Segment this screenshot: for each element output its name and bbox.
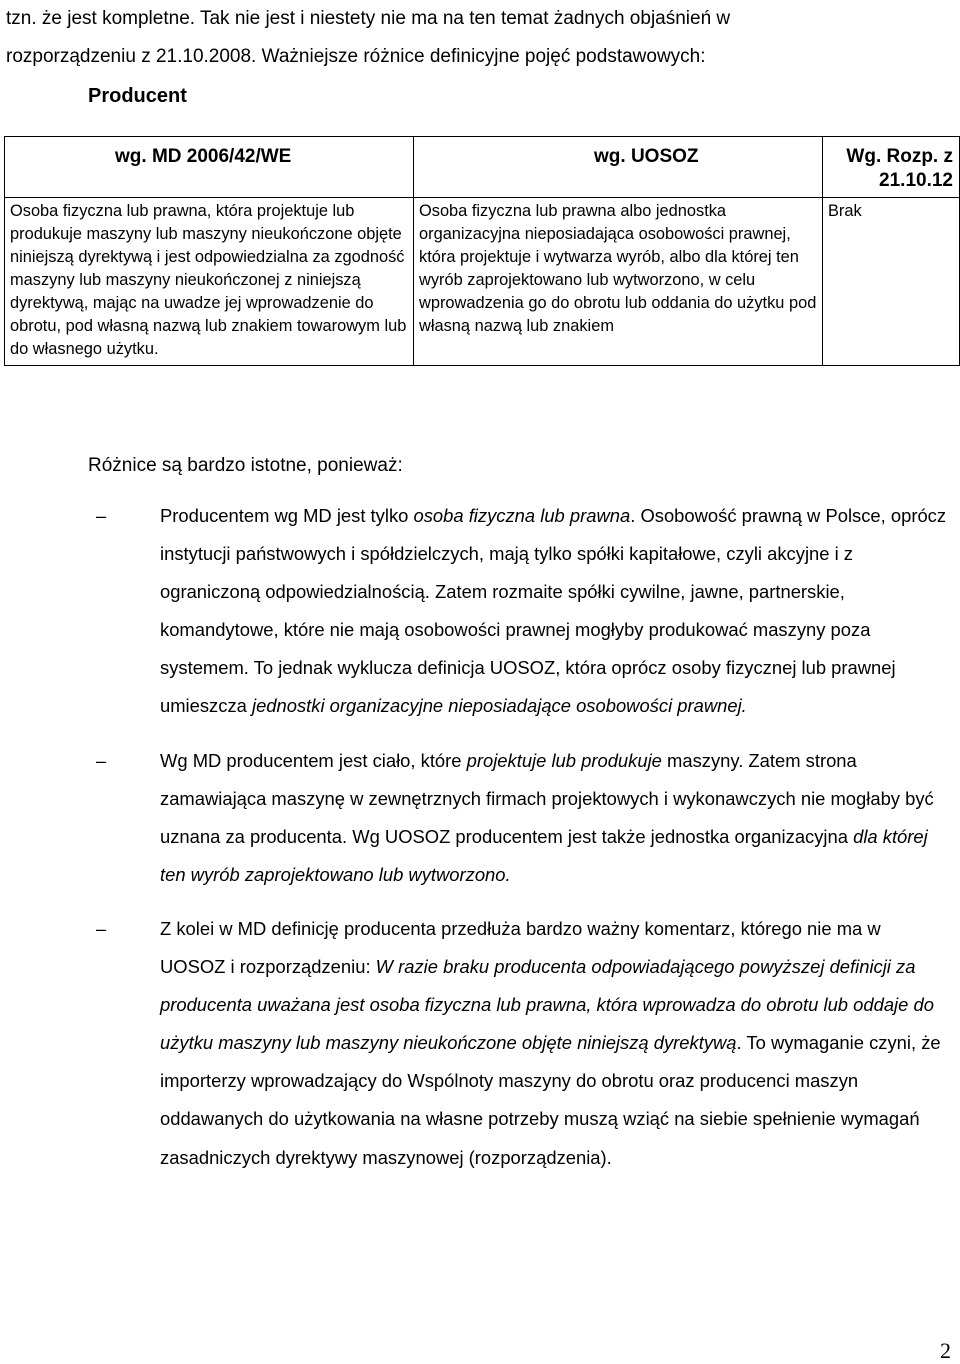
column-header-rozp: Wg. Rozp. z 21.10.12 [823,137,960,198]
intro-line-1: tzn. że jest kompletne. Tak nie jest i niestety nie ma na ten temat żadnych objaśnień w [6,8,731,29]
table-header-row [5,137,960,198]
table-row [5,198,960,366]
differences-intro: Różnice są bardzo istotne, ponieważ: [88,455,403,476]
comparison-table [4,136,960,366]
column-header-md: wg. MD 2006/42/WE [5,137,414,198]
section-title: Producent [88,85,187,107]
list-item: – Z kolei w MD definicję producenta przedłuża bardzo ważny komentarz, którego nie ma w UOSOZ i rozporządzeniu: W razie braku producenta odpowiadającego powyższej definicji za producenta uważana jest osoba fizyczna lub prawna, która wprowadza do obrotu lub oddaje do użytku maszyny lub maszyny nieukończone objęte niniejszą dyrektywą. To wymaganie czyni, że importerzy wprowadzający do Wspólnoty maszyny do obrotu oraz producenci maszyn oddawanych do użytkowania na własne potrzeby muszą wziąć na siebie spełnienie wymagań zasadniczych dyrektywy maszynowej (rozporządzenia). [160,910,950,1177]
intro-text [6,0,956,76]
list-item: – Wg MD producentem jest ciało, które projektuje lub produkuje maszyny. Zatem strona zamawiająca maszynę w zewnętrznych firmach projektowych i wykonawczych nie mogłaby być uznana za producenta. Wg UOSOZ producentem jest także jednostka organizacyjna dla której ten wyrób zaprojektowano lub wytworzono. [160,742,950,894]
bullet-dash: – [96,505,107,526]
bullet-dash: – [96,749,107,771]
column-header-uosoz: wg. UOSOZ [414,137,823,198]
intro-line-2: rozporządzeniu z 21.10.2008. Ważniejsze różnice definicyjne pojęć podstawowych: [6,46,706,67]
list-item: – Producentem wg MD jest tylko osoba fizyczna lub prawna. Osobowość prawną w Polsce, oprócz instytucji państwowych i spółdzielczych, mają tylko spółki kapitałowe, czyli akcyjne i z ograniczoną odpowiedzialnością. Zatem rozmaite spółki cywilne, jawne, partnerskie, komandytowe, które nie mają osobowości prawnej mogłyby produkować maszyny poza systemem. To jednak wyklucza definicja UOSOZ, która oprócz osoby fizycznej lub prawnej umieszcza jednostki organizacyjne nieposiadające osobowości prawnej. [160,497,950,726]
definition-md: Osoba fizyczna lub prawna, która projektuje lub produkuje maszyny lub maszyny nieukończone objęte niniejszą dyrektywą i jest odpowiedzialna za zgodność maszyny lub maszyny nieukończonej z niniejszą dyrektywą, mając na uwadze jej wprowadzenie do obrotu, pod własną nazwą lub znakiem towarowym lub do własnego użytku. [5,198,414,366]
bullet-dash: – [96,917,107,939]
page-number: 2 [940,1338,951,1363]
definition-rozp: Brak [823,198,960,366]
differences-list [96,497,950,1193]
definition-uosoz: Osoba fizyczna lub prawna albo jednostka organizacyjna nieposiadająca osobowości prawnej, która projektuje i wytwarza wyrób, albo dla której ten wyrób zaprojektowano lub wytworzono, w celu wprowadzenia go do obrotu lub oddania do użytku pod własną nazwą lub znakiem [414,198,823,366]
